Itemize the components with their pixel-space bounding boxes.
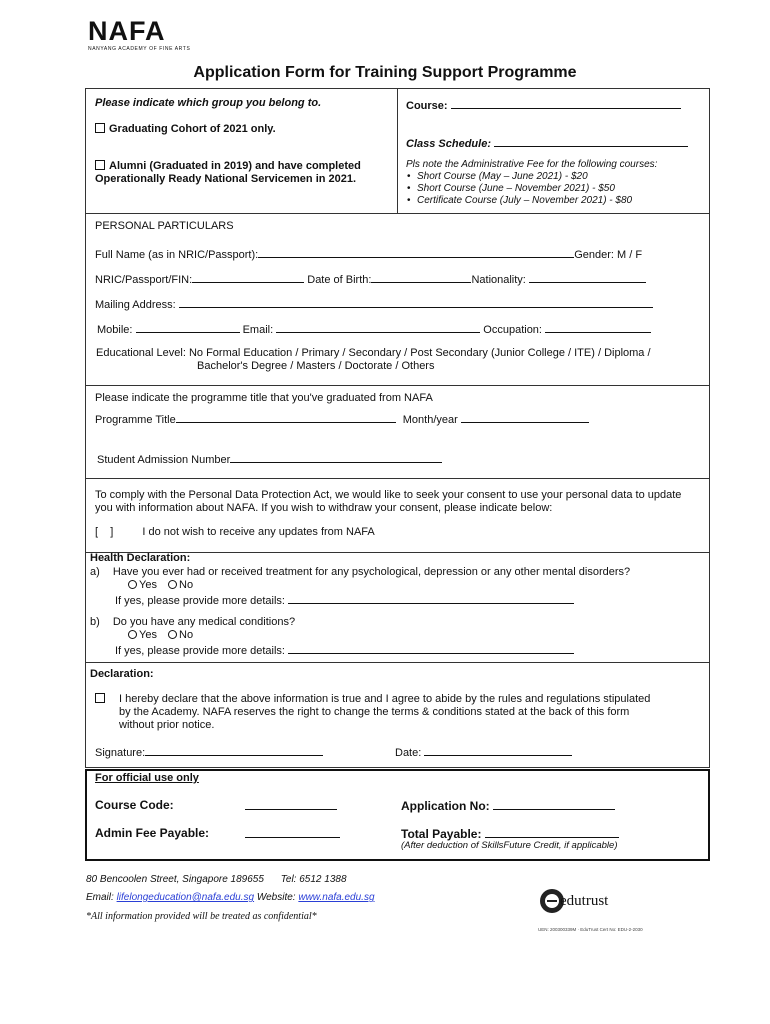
- logo-subtitle: NANYANG ACADEMY OF FINE ARTS: [88, 46, 191, 52]
- fee-item: • Short Course (May – June 2021) - $20: [417, 171, 632, 183]
- declaration-checkbox[interactable]: [95, 693, 109, 705]
- signature-field[interactable]: [95, 744, 323, 759]
- logo-name: NAFA: [88, 16, 166, 46]
- mobile-label: Mobile:: [97, 324, 133, 336]
- dob-line[interactable]: [371, 271, 471, 283]
- radio-no[interactable]: [168, 630, 177, 639]
- admin-fee-label: Admin Fee Payable:: [95, 826, 210, 840]
- class-schedule-line[interactable]: [494, 135, 688, 147]
- details-line[interactable]: [288, 642, 574, 654]
- question-a-options[interactable]: [128, 579, 193, 591]
- email-link[interactable]: lifelongeducation@nafa.edu.sg: [116, 892, 255, 903]
- course-code-label: Course Code:: [95, 798, 174, 812]
- month-year-line[interactable]: [461, 411, 589, 423]
- total-payable-label: Total Payable:: [401, 827, 482, 841]
- application-no-field[interactable]: [401, 798, 615, 813]
- pdpa-line-1: To comply with the Personal Data Protection Act, we would like to seek your consent to use your personal data to update: [95, 489, 682, 501]
- question-b-label: b): [90, 616, 100, 628]
- official-note: (After deduction of SkillsFuture Credit, if applicable): [401, 840, 618, 851]
- health-question-a: [90, 566, 630, 578]
- details-label: If yes, please provide more details:: [115, 645, 285, 657]
- course-label: Course:: [406, 100, 448, 112]
- date-label: Date:: [395, 747, 422, 759]
- programme-title-line[interactable]: [176, 411, 396, 423]
- pdpa-text: [95, 489, 681, 515]
- declaration-text: [119, 693, 650, 732]
- course-code-line[interactable]: [245, 798, 337, 810]
- signature-line[interactable]: [145, 744, 323, 756]
- dob-label: Date of Birth:: [307, 274, 372, 286]
- signature-label: Signature:: [95, 747, 146, 759]
- total-payable-line[interactable]: [485, 826, 619, 838]
- official-heading: For official use only: [95, 772, 199, 784]
- programme-prompt: Please indicate the programme title that you've graduated from NAFA: [95, 392, 433, 404]
- website-label: Website:: [256, 892, 296, 903]
- question-b-details[interactable]: [115, 642, 574, 657]
- admin-fee-line[interactable]: [245, 826, 340, 838]
- application-no-label: Application No:: [401, 799, 490, 813]
- total-payable-field[interactable]: [401, 826, 619, 841]
- divider: [86, 478, 709, 479]
- no-label: No: [179, 579, 194, 591]
- personal-heading: PERSONAL PARTICULARS: [95, 220, 234, 232]
- website-link[interactable]: www.nafa.edu.sg: [298, 892, 375, 903]
- checkbox[interactable]: [95, 160, 105, 170]
- email-label: Email:: [242, 324, 274, 336]
- email-footer-label: Email:: [86, 892, 114, 903]
- fee-note: Pls note the Administrative Fee for the following courses:: [406, 159, 658, 170]
- mailing-line[interactable]: [179, 296, 653, 308]
- radio-yes[interactable]: [128, 580, 137, 589]
- telephone: Tel: 6512 1388: [280, 874, 347, 885]
- declaration-line-2: by the Academy. NAFA reserves the right to change the terms & conditions stated at the back of this form: [119, 706, 630, 718]
- month-year-label: Month/year: [402, 414, 458, 426]
- course-field[interactable]: [406, 97, 681, 112]
- pdpa-optout[interactable]: [95, 526, 375, 538]
- gender-label: Gender: M / F: [574, 249, 643, 261]
- full-name-line[interactable]: [258, 246, 574, 258]
- course-code-field[interactable]: [95, 798, 174, 812]
- divider: [86, 385, 709, 386]
- nationality-label: Nationality:: [471, 274, 526, 286]
- yes-label: Yes: [139, 629, 157, 641]
- confidential-note: *All information provided will be treated as confidential*: [86, 911, 317, 922]
- page-title: Application Form for Training Support Programme: [193, 64, 577, 81]
- radio-no[interactable]: [168, 580, 177, 589]
- checkbox[interactable]: [95, 693, 105, 703]
- occupation-label: Occupation:: [483, 324, 542, 336]
- option-label-1: Alumni (Graduated in 2019) and have completed: [109, 160, 361, 172]
- question-b-text: Do you have any medical conditions?: [112, 616, 296, 628]
- admin-fee-field[interactable]: [95, 826, 209, 840]
- full-name-field[interactable]: [95, 246, 642, 261]
- edutrust-logo: [538, 887, 643, 932]
- question-a-label: a): [90, 566, 100, 578]
- date-field[interactable]: [395, 744, 572, 759]
- edutrust-sub: UEN: 200300339M · EduTrust Cert No: EDU-2-2030: [538, 927, 643, 932]
- mobile-line[interactable]: [136, 321, 240, 333]
- mailing-label: Mailing Address:: [95, 299, 176, 311]
- course-line[interactable]: [451, 97, 681, 109]
- health-heading: Health Declaration:: [90, 552, 191, 564]
- question-a-details[interactable]: [115, 592, 574, 607]
- edutrust-text: edutrust: [560, 893, 609, 909]
- yes-label: Yes: [139, 579, 157, 591]
- nric-line[interactable]: [192, 271, 304, 283]
- declaration-line-3: without prior notice.: [119, 719, 215, 731]
- question-a-text: Have you ever had or received treatment for any psychological, depression or any other mental disorders?: [112, 566, 631, 578]
- health-question-b: [90, 616, 295, 628]
- date-line[interactable]: [424, 744, 572, 756]
- fee-item: • Short Course (June – November 2021) - $50: [417, 183, 632, 195]
- student-number-label: Student Admission Number: [97, 454, 231, 466]
- nationality-line[interactable]: [529, 271, 646, 283]
- nric-label: NRIC/Passport/FIN:: [95, 274, 193, 286]
- email-line[interactable]: [276, 321, 480, 333]
- fee-item: • Certificate Course (July – November 2021) - $80: [417, 195, 632, 207]
- option-label: Graduating Cohort of 2021 only.: [109, 123, 276, 135]
- details-line[interactable]: [288, 592, 574, 604]
- group-option-alumni[interactable]: [95, 160, 361, 186]
- educational-level[interactable]: [96, 347, 651, 373]
- student-number-line[interactable]: [230, 451, 442, 463]
- class-schedule-label: Class Schedule:: [406, 138, 491, 150]
- declaration-line-1: I hereby declare that the above information is true and I agree to abide by the rules and regulations stipulated: [119, 693, 651, 705]
- radio-yes[interactable]: [128, 630, 137, 639]
- checkbox[interactable]: [95, 123, 105, 133]
- footer-address-row: [86, 874, 347, 885]
- pdpa-line-2: you with information about NAFA. If you wish to withdraw your consent, please indicate below:: [95, 502, 553, 514]
- occupation-line[interactable]: [545, 321, 651, 333]
- no-label: No: [179, 629, 194, 641]
- application-no-line[interactable]: [493, 798, 615, 810]
- details-label: If yes, please provide more details:: [115, 595, 285, 607]
- fee-list: [406, 171, 632, 207]
- address: 80 Bencoolen Street, Singapore 189655: [86, 874, 264, 885]
- question-b-options[interactable]: [128, 629, 193, 641]
- divider: [397, 89, 398, 213]
- full-name-label: Full Name (as in NRIC/Passport):: [95, 249, 259, 261]
- nric-row[interactable]: [95, 271, 646, 286]
- programme-title-label: Programme Title: [95, 414, 176, 426]
- divider: [86, 662, 709, 663]
- divider: [86, 213, 709, 214]
- optout-bracket[interactable]: [ ]: [95, 526, 114, 538]
- student-number-field[interactable]: [97, 451, 442, 466]
- programme-row[interactable]: [95, 411, 589, 426]
- footer-contact-row: [86, 892, 375, 903]
- edu-line-1: Educational Level: No Formal Education / Primary / Secondary / Post Secondary (Junior College / ITE) / Diploma /: [96, 347, 651, 359]
- contact-row[interactable]: [97, 321, 651, 336]
- nafa-logo: [88, 18, 190, 52]
- edu-line-2: Bachelor's Degree / Masters / Doctorate / Others: [197, 360, 435, 372]
- mailing-field[interactable]: [95, 296, 653, 311]
- option-label-2: Operationally Ready National Servicemen in 2021.: [95, 173, 357, 185]
- declaration-heading: Declaration:: [90, 668, 154, 680]
- group-option-graduating[interactable]: [95, 123, 276, 135]
- optout-label: I do not wish to receive any updates from NAFA: [142, 526, 375, 538]
- group-prompt: Please indicate which group you belong to.: [95, 97, 322, 109]
- class-schedule-field[interactable]: [406, 135, 688, 150]
